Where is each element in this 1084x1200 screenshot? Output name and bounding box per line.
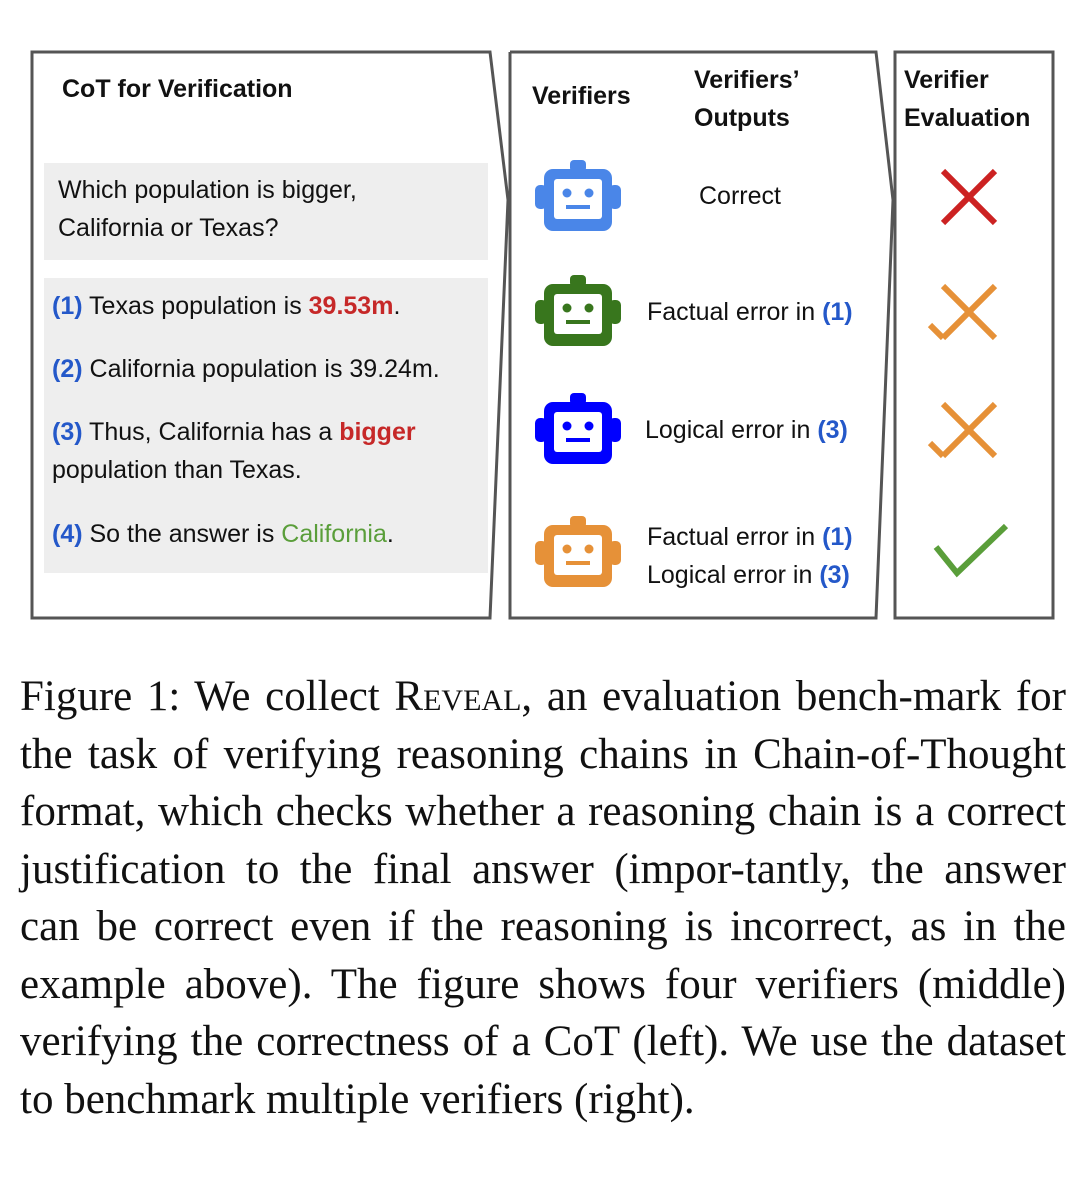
- robot-icon: [535, 393, 621, 464]
- output-ref: (3): [817, 416, 848, 444]
- step-number: (1): [52, 292, 83, 320]
- output-text: Factual error in: [647, 523, 823, 551]
- step-punct: .: [386, 520, 394, 548]
- left-panel-title: CoT for Verification: [62, 75, 293, 103]
- output-ref: (3): [819, 561, 850, 589]
- output-4-line-2: [647, 556, 850, 594]
- step-answer: California: [281, 520, 387, 548]
- step-error-highlight: bigger: [339, 418, 416, 446]
- output-ref: (1): [822, 298, 853, 326]
- cross-icon: [943, 171, 995, 223]
- figure-caption: [20, 668, 1066, 1128]
- step-2: [52, 350, 440, 388]
- output-3: [645, 411, 848, 449]
- evaluation-header-line-1: Verifier: [904, 66, 989, 94]
- output-text: Logical error in: [645, 416, 818, 444]
- verifiers-header: Verifiers: [532, 82, 631, 110]
- question-line-1: Which population is bigger,: [58, 176, 357, 204]
- step-3-line-2: population than Texas.: [52, 456, 302, 484]
- caption-dataset-name: Reveal: [394, 673, 522, 720]
- evaluation-header-line-2: Evaluation: [904, 104, 1031, 132]
- output-4-line-1: [647, 518, 853, 556]
- step-number: (4): [52, 520, 83, 548]
- robot-icon: [535, 160, 621, 231]
- step-text: So the answer is: [82, 520, 282, 548]
- step-3: [52, 413, 416, 451]
- step-number: (2): [52, 355, 83, 383]
- step-punct: .: [393, 292, 401, 320]
- step-text: California population is 39.24m.: [82, 355, 440, 383]
- step-text: Thus, California has a: [82, 418, 340, 446]
- output-text: Factual error in: [647, 298, 823, 326]
- step-number: (3): [52, 418, 83, 446]
- outputs-header-line-2: Outputs: [694, 104, 790, 132]
- cross-icon: [930, 404, 995, 456]
- caption-text-1: We collect: [180, 673, 395, 720]
- output-1: Correct: [699, 182, 781, 210]
- step-error-highlight: 39.53m: [308, 292, 394, 320]
- step-1: [52, 287, 400, 325]
- output-text: Logical error in: [647, 561, 820, 589]
- robot-icon: [535, 516, 621, 587]
- outputs-header-line-1: Verifiers’: [694, 66, 800, 94]
- cross-icon: [930, 286, 995, 338]
- step-text: Texas population is: [82, 292, 309, 320]
- caption-label: Figure 1:: [20, 673, 181, 720]
- output-ref: (1): [822, 523, 853, 551]
- question-line-2: California or Texas?: [58, 214, 279, 242]
- step-4: [52, 515, 394, 553]
- check-icon: [936, 526, 1006, 573]
- robot-icon: [535, 275, 621, 346]
- caption-text-2: , an evaluation bench-mark for the task of verifying reasoning chains in Chain-of-Thought format, which checks whether a reasoning chain is a correct justification to the final answer (impor-tantly, the answer can be correct even if the reasoning is incorrect, as in the example above). The figure shows four verifiers (middle) verifying the correctness of a CoT (left). We use the dataset to benchmark multiple verifiers (right).: [20, 673, 1066, 1123]
- output-2: [647, 293, 853, 331]
